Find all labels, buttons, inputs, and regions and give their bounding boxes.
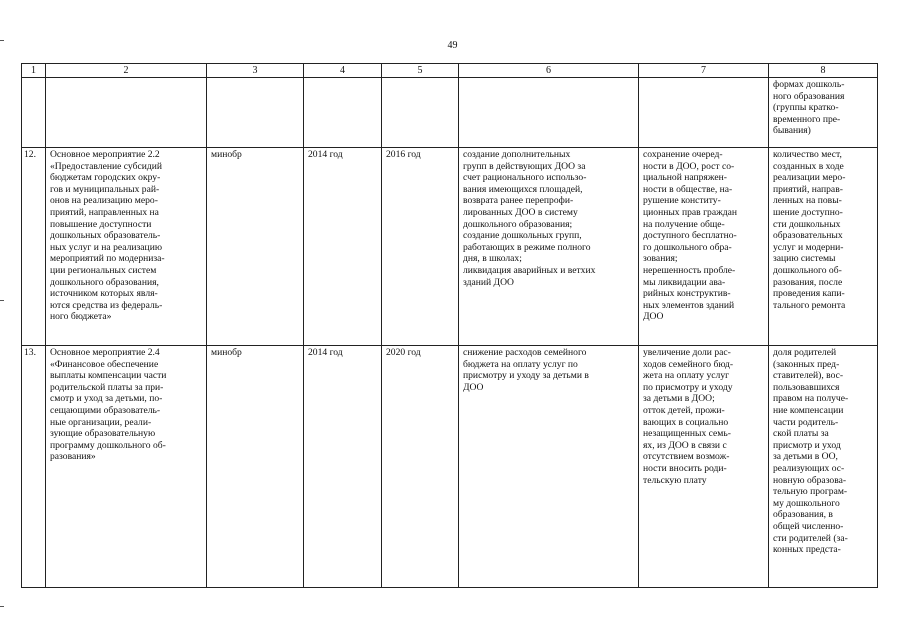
page-number: 49 [447, 40, 458, 51]
header-cell: 2 [46, 64, 207, 78]
row-number [22, 78, 46, 148]
consequences: сохранение очеред- ности в ДОО, рост со- циальной напряжен- ности в обществе, на- рушение конститу- ционных прав граждан на получение обще- доступного бесплатно- го дошкольного обра- зования; нерешенность пробле- мы ликвидации ава- рийных конструктив- ных элементов зданий ДОО [639, 148, 769, 346]
table-row [22, 346, 878, 588]
end-year: 2016 год [382, 148, 459, 346]
expected-result: снижение расходов семейного бюджета на оплату услуг по присмотру и уходу за детьми в ДОО [459, 346, 639, 588]
header-cell: 1 [22, 64, 46, 78]
margin-tick [0, 606, 4, 607]
margin-tick [0, 300, 4, 301]
measure-name: Основное мероприятие 2.4 «Финансовое обеспечение выплаты компенсации части родительской платы за при- смотр и уход за детьми, по- сещающими образователь- ные организации, реали- зующие образовательную программу дошкольного об- разования» [46, 346, 207, 588]
consequences [639, 78, 769, 148]
executor: минобр [207, 346, 304, 588]
end-year [382, 78, 459, 148]
measures-table [21, 63, 878, 588]
end-year: 2020 год [382, 346, 459, 588]
executor [207, 78, 304, 148]
header-cell: 5 [382, 64, 459, 78]
indicator: доля родителей (законных пред- ставителей), вос- пользовавшихся правом на получе- ние компенсации части родитель- ской платы за присмотр и уход за детьми в ОО, реализующих ос- новную образова- тельную програм- му дошкольного образования, в общей численно- сти родителей (за- конных предста- [769, 346, 878, 588]
header-cell: 4 [304, 64, 382, 78]
row-number: 12. [22, 148, 46, 346]
executor: минобр [207, 148, 304, 346]
measure-name [46, 78, 207, 148]
header-cell: 8 [769, 64, 878, 78]
header-cell: 3 [207, 64, 304, 78]
table-row [22, 148, 878, 346]
table-row [22, 78, 878, 148]
start-year [304, 78, 382, 148]
row-number: 13. [22, 346, 46, 588]
consequences: увеличение доли рас- ходов семейного бюд- жета на оплату услуг по присмотру и уходу за детьми в ДОО; отток детей, прожи- вающих в социально незащищенных семь- ях, из ДОО в связи с отсутствием возмож- ности вносить роди- тельскую плату [639, 346, 769, 588]
start-year: 2014 год [304, 346, 382, 588]
start-year: 2014 год [304, 148, 382, 346]
measure-name: Основное мероприятие 2.2 «Предоставление субсидий бюджетам городских окру- гов и муниципальных рай- онов на реализацию меро- приятий, направленных на повышение доступности дошкольных образователь- ных услуг и на реализацию мероприятий по модерниза- ции региональных систем дошкольного образования, источником которых явля- ются средства из федераль- ного бюджета» [46, 148, 207, 346]
header-cell: 7 [639, 64, 769, 78]
expected-result [459, 78, 639, 148]
indicator: количество мест, созданных в ходе реализации меро- приятий, направ- ленных на повы- шение доступно- сти дошкольных образовательных услуг и модерни- зацию системы дошкольного об- разования, после проведения капи- тального ремонта [769, 148, 878, 346]
indicator: формах дошколь- ного образования (группы кратко- временного пре- бывания) [769, 78, 878, 148]
expected-result: создание дополнительных групп в действующих ДОО за счет рационального использо- вания имеющихся площадей, возврата ранее перепрофи- лированных ДОО в систему дошкольного образования; создание дошкольных групп, работающих в режиме полного дня, в школах; ликвидация аварийных и ветхих зданий ДОО [459, 148, 639, 346]
margin-tick [0, 40, 4, 41]
header-row [22, 64, 878, 78]
header-cell: 6 [459, 64, 639, 78]
